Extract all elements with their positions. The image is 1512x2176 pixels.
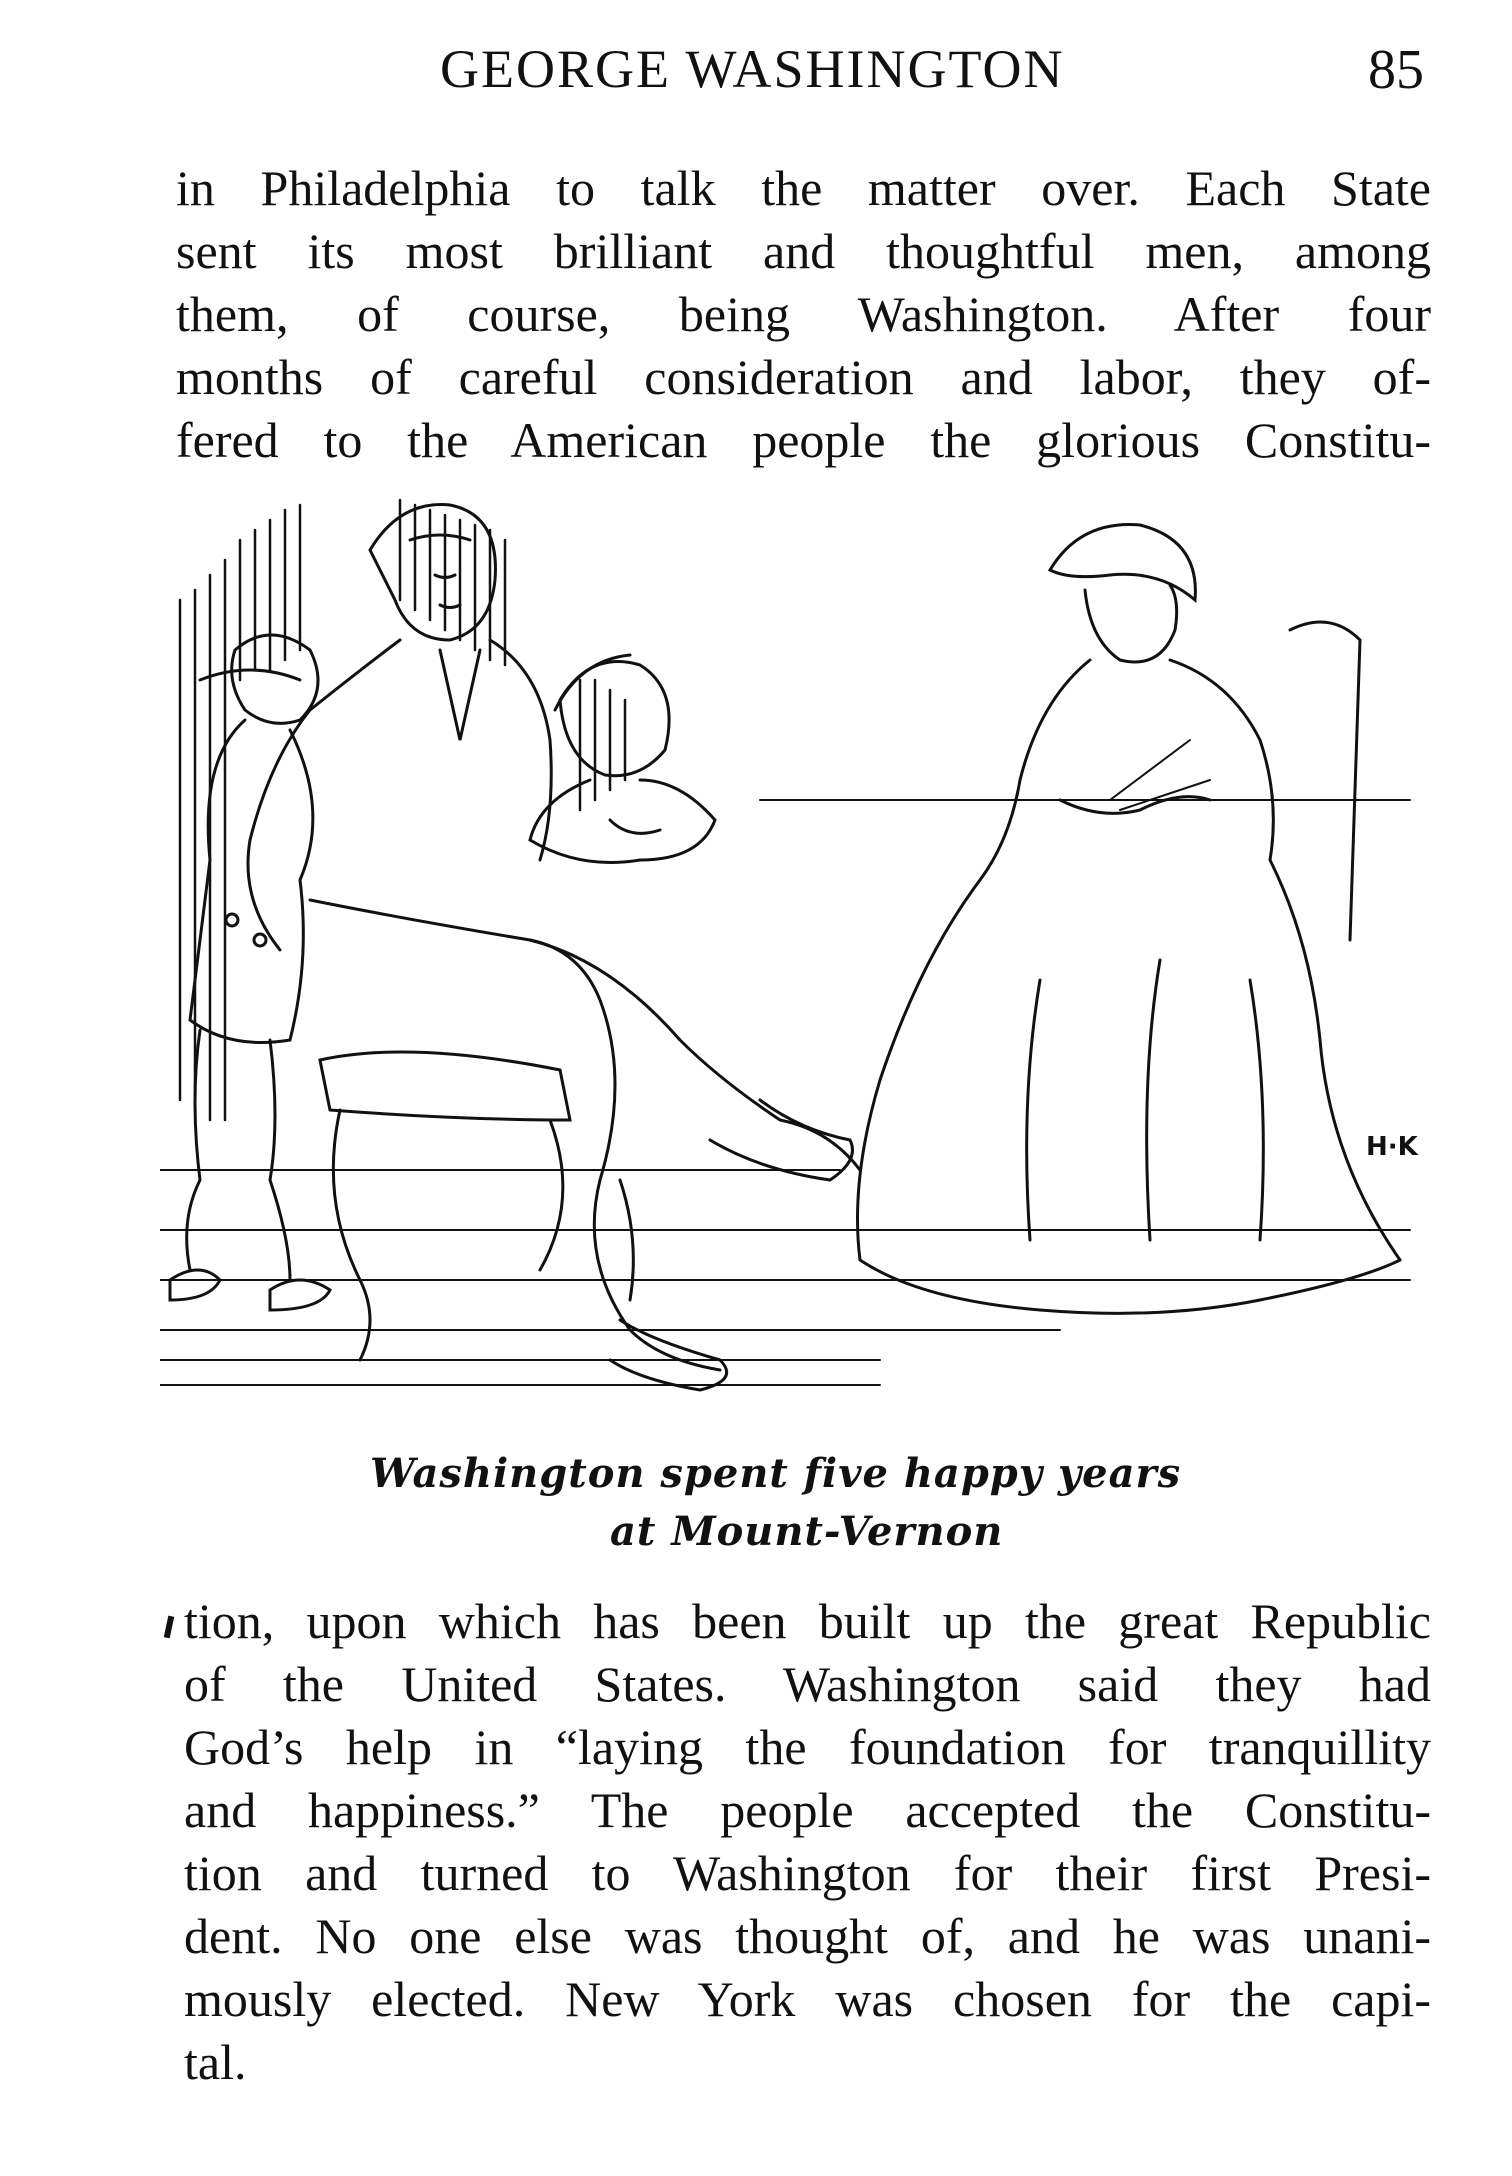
text-line: fered to the American people the glorious Constitu- [176, 412, 1431, 468]
illustration-family-scene [160, 480, 1440, 1410]
text-line: God’s help in “laying the foundation for tranquillity [184, 1719, 1431, 1775]
caption-line-1: Washington spent five happy years [370, 1450, 1182, 1497]
text-line: of the United States. Washington said they had [184, 1656, 1431, 1712]
text-line: tion, upon which has been built up the great Republic [184, 1593, 1431, 1649]
floor-lines [160, 800, 1410, 1385]
running-title: GEORGE WASHINGTON [440, 39, 1065, 99]
background-hatching [180, 500, 625, 1120]
text-line: dent. No one else was thought of, and he was unani- [184, 1908, 1431, 1964]
illustration-caption [360, 1450, 1260, 1580]
running-head [0, 28, 1512, 108]
washington-figure [248, 505, 860, 1390]
chair [200, 670, 633, 1360]
text-line: sent its most brilliant and thoughtful men, among [176, 223, 1431, 279]
paragraph-top [176, 157, 1431, 472]
text-line: tal. [184, 2034, 247, 2090]
paragraph-bottom [184, 1590, 1431, 2094]
text-line: mously elected. New York was chosen for the capi- [184, 1971, 1431, 2027]
text-line: tion and turned to Washington for their first Presi- [184, 1845, 1431, 1901]
page-number: 85 [1368, 39, 1424, 101]
text-line: months of careful consideration and labor, they of- [176, 349, 1431, 405]
girl-figure [530, 655, 715, 863]
text-line: and happiness.” The people accepted the Constitu- [184, 1782, 1431, 1838]
text-line: them, of course, being Washington. After four [176, 286, 1431, 342]
martha-figure [858, 525, 1401, 1314]
artist-signature: H·K [1366, 1132, 1418, 1162]
text-line: in Philadelphia to talk the matter over. Each State [176, 160, 1431, 216]
stray-print-mark [164, 1616, 174, 1639]
caption-line-2: at Mount-Vernon [610, 1508, 1004, 1555]
